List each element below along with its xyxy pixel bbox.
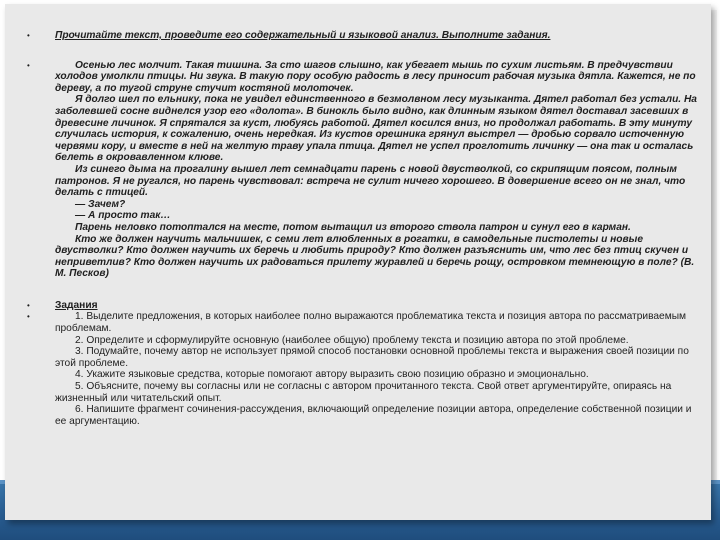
instruction-row [27,30,697,42]
source-text-row [27,60,697,280]
dialogue-line: — А просто так… [75,210,171,222]
text-paragraph: Из синего дыма на прогалину вышел лет семнадцати парень с новой двустволкой, со скрипящим поясом, полным патронов. Я не ругался, но парень чувствовал: встреча не сулит ничего хорошего. В довершение всего он не знал, что делать с птицей. [55,163,686,199]
task-item: 2. Определите и сформулируйте основную (наиболее общую) проблему текста и позицию автора по этой проблеме. [75,334,629,346]
tasks-list [55,311,697,427]
task-item: 5. Объясните, почему вы согласны или не согласны с автором прочитанного текста. Свой ответ аргументируйте, опираясь на жизненный или читательский опыт. [55,381,672,404]
document-content [27,30,697,427]
task-item: 1. Выделите предложения, в которых наиболее полно выражаются проблематика текста и позиция автора по рассматриваемым проблемам. [55,311,687,335]
tasks-title-row [27,300,697,312]
dialogue-line: — Зачем? [75,198,126,210]
source-text [55,60,697,280]
text-paragraph: Кто же должен научить мальчишек, с семи лет влюбленных в рогатки, в самодельные пистолеты и новые двустволки? Кто должен научить их беречь и любить природу? Кто должен разъяснить им, что лес без птиц скучен и неприветлив? Кто должен научить их радоваться прилету журавлей и беречь рощу, островком темнеющую в поле? (В. М. Песков) [55,233,695,280]
tasks-title: Задания [55,299,98,311]
bullet-icon: • [27,312,30,322]
bullet-icon: • [27,300,30,310]
bullet-icon: • [27,60,30,70]
text-paragraph: Осенью лес молчит. Такая тишина. За сто шагов слышно, как убегает мышь по сухим листьям. В предчувствии холодов умолкли птицы. Ни звука. В такую пору особую радость в лесу приносит рабочая музыка дятла. Кажется, не по дереву, а по тугой струне стучит костяной молоточек. [55,59,696,94]
tasks-list-row [27,311,697,427]
instruction-heading: Прочитайте текст, проведите его содержательный и языковой анализ. Выполните задания. [55,30,551,41]
task-item: 4. Укажите языковые средства, которые помогают автору выразить свою позицию образно и эмоционально. [75,369,589,381]
text-paragraph: Парень неловко потоптался на месте, потом вытащил из второго ствола патрон и сунул его в карман. [75,221,631,233]
task-item: 6. Напишите фрагмент сочинения-рассуждения, включающий определение позиции автора, определение собственной позиции и ее аргументацию. [55,404,692,427]
bullet-icon: • [27,31,30,40]
text-paragraph: Я долго шел по ельнику, пока не увидел единственного в безмолвном лесу музыканта. Дятел работал без устали. На заболевшей сосне виднелся узор его «долота». В бинокль было видно, как длинным языком дятел доставал засевших в древесине личинок. Я спрятался за куст, любуясь работой. Дятел косился вниз, но продолжал работать. В эту минуту случилась история, к сожалению, очень нередкая. Из кустов орешника грянул выстрел — дробью сорвало источенную червями кору, и вместе в ней на желтую траву упала птица. Дятел не успел проглотить личинку — она так и осталась белеть в окровавленном клюве. [55,94,697,164]
task-item: 3. Подумайте, почему автор не использует прямой способ постановки основной проблемы текста и выражения своей позиции по этой проблеме. [55,346,689,369]
document-card [5,4,711,520]
